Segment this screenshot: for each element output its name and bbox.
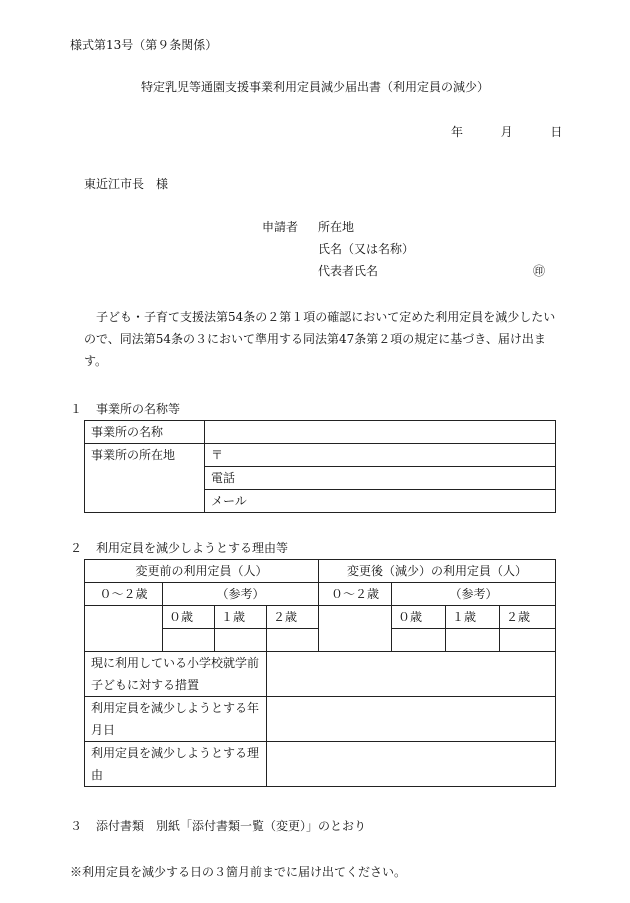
section1-number: １: [70, 402, 83, 416]
section3-line: [70, 818, 366, 834]
section1-heading: [70, 401, 180, 417]
facility-name-label: 事業所の名称: [85, 421, 205, 444]
section2-number: ２: [70, 541, 83, 555]
facility-name-field[interactable]: [205, 421, 556, 444]
before-capacity-header: 変更前の利用定員（人）: [85, 560, 319, 583]
body-paragraph: [84, 306, 560, 372]
section1-title: 事業所の名称等: [96, 402, 181, 416]
after-age0-field[interactable]: [392, 629, 446, 652]
before-total-field[interactable]: [85, 606, 163, 652]
footnote: ※利用定員を減少する日の３箇月前までに届け出てください。: [70, 865, 407, 879]
after-age2-header: ２歳: [500, 606, 556, 629]
after-age1-field[interactable]: [446, 629, 500, 652]
section3-label: 添付書類: [96, 819, 145, 833]
after-total-field[interactable]: [319, 606, 392, 652]
reduction-reason-label: 利用定員を減少しようとする理由: [85, 742, 267, 787]
facility-address-label: 事業所の所在地: [85, 444, 205, 513]
addressee: 東近江市長 様: [84, 177, 169, 191]
applicant-label: 申請者: [262, 220, 299, 234]
body-paragraph-text: 子ども・子育て支援法第54条の２第１項の確認において定めた利用定員を減少したいので、同法第54条の３において準用する同法第47条第２項の規定に基づき、届け出ます。: [84, 310, 556, 368]
before-age1-header: １歳: [215, 606, 267, 629]
email-field[interactable]: メール: [205, 490, 556, 513]
applicant-representative-label: 代表者氏名: [318, 264, 379, 278]
after-capacity-header: 変更後（減少）の利用定員（人）: [319, 560, 556, 583]
date-year: 年: [451, 125, 464, 139]
date-month: 月: [500, 125, 513, 139]
capacity-table: [84, 559, 556, 787]
date-day: 日: [550, 125, 563, 139]
applicant-address-label: 所在地: [318, 220, 355, 234]
before-age0-header: ０歳: [163, 606, 215, 629]
reduction-date-field[interactable]: [267, 697, 556, 742]
after-age-range-header: ０～２歳: [319, 583, 392, 606]
after-age2-field[interactable]: [500, 629, 556, 652]
applicant-name-label: 氏名（又は名称）: [318, 242, 415, 256]
measures-field[interactable]: [267, 652, 556, 697]
before-age-range-header: ０～２歳: [85, 583, 163, 606]
reduction-reason-field[interactable]: [267, 742, 556, 787]
measures-label: 現に利用している小学校就学前子どもに対する措置: [85, 652, 267, 697]
seal-mark: ㊞: [533, 264, 546, 278]
before-age2-header: ２歳: [267, 606, 319, 629]
postal-code-field[interactable]: 〒: [205, 444, 556, 467]
section2-heading: [70, 540, 288, 556]
phone-field[interactable]: 電話: [205, 467, 556, 490]
section2-title: 利用定員を減少しようとする理由等: [96, 541, 289, 555]
after-age1-header: １歳: [446, 606, 500, 629]
before-age0-field[interactable]: [163, 629, 215, 652]
before-reference-header: （参考）: [163, 583, 319, 606]
after-age0-header: ０歳: [392, 606, 446, 629]
after-reference-header: （参考）: [392, 583, 556, 606]
section3-number: ３: [70, 819, 83, 833]
facility-table: [84, 420, 556, 513]
before-age1-field[interactable]: [215, 629, 267, 652]
reduction-date-label: 利用定員を減少しようとする年月日: [85, 697, 267, 742]
form-number: 様式第13号（第９条関係）: [70, 38, 218, 52]
document-title: 特定乳児等通園支援事業利用定員減少届出書（利用定員の減少）: [140, 80, 489, 94]
before-age2-field[interactable]: [267, 629, 319, 652]
section3-text: 別紙「添付書類一覧（変更）」のとおり: [156, 819, 367, 833]
date-line: [451, 124, 562, 140]
